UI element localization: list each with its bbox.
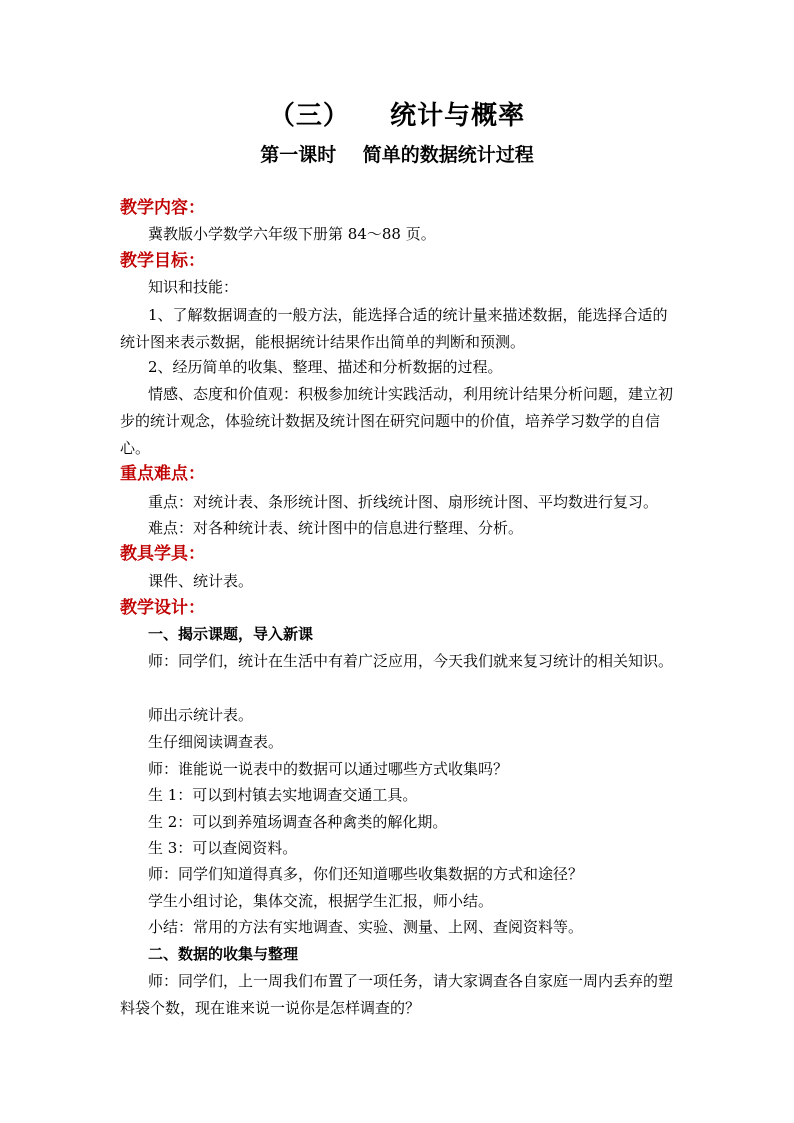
design-text-6: 生 2：可以到养殖场调查各种禽类的解化期。 — [148, 813, 448, 831]
design-text-5: 生 1：可以到村镇去实地调查交通工具。 — [148, 786, 418, 804]
lesson-subtitle: 第一课时 简单的数据统计过程 — [260, 144, 534, 166]
goals-intro: 知识和技能： — [148, 278, 239, 296]
design-text-7: 生 3：可以查阅资料。 — [148, 839, 298, 857]
section-heading-content: 教学内容： — [120, 198, 205, 218]
tools-text: 课件、统计表。 — [148, 572, 254, 590]
design-text-1: 师：同学们，统计在生活中有着广泛应用，今天我们就来复习统计的相关知识。 — [148, 652, 674, 670]
goals-paragraph-2: 2、经历简单的收集、整理、描述和分析数据的过程。 — [148, 358, 503, 376]
section-heading-key-points: 重点难点： — [120, 464, 205, 484]
design-text-10: 小结：常用的方法有实地调查、实验、测量、上网、查阅资料等。 — [148, 918, 584, 936]
design-text-4: 师：谁能说一说表中的数据可以通过哪些方式收集吗？ — [148, 760, 509, 778]
content-text: 冀教版小学数学六年级下册第 84～88 页。 — [148, 225, 436, 243]
design-text-2: 师出示统计表。 — [148, 706, 254, 724]
key-point-focus: 重点：对统计表、条形统计图、折线统计图、扇形统计图、平均数进行复习。 — [148, 493, 659, 511]
page-title: （三） 统计与概率 — [268, 101, 526, 131]
section-heading-tools: 教具学具： — [120, 544, 205, 564]
design-part2-title: 二、数据的收集与整理 — [148, 945, 299, 963]
section-heading-goals: 教学目标： — [120, 251, 205, 271]
key-point-difficulty: 难点：对各种统计表、统计图中的信息进行整理、分析。 — [148, 519, 524, 537]
design-text-9: 学生小组讨论，集体交流，根据学生汇报，师小结。 — [148, 892, 494, 910]
design-part1-title: 一、揭示课题，导入新课 — [148, 625, 314, 643]
goals-paragraph-1: 1、了解数据调查的一般方法，能选择合适的统计量来描述数据，能选择合适的统计图来表示数据，能根据统计结果作出简单的判断和预测。 — [120, 306, 668, 351]
design-text-8: 师：同学们知道得真多，你们还知道哪些收集数据的方式和途径？ — [148, 865, 584, 883]
design-text-11: 师：同学们，上一周我们布置了一项任务，请大家调查各自家庭一周内丢弃的塑料袋个数，现在谁来说一说你是怎样调查的？ — [120, 972, 674, 1017]
goals-paragraph-3: 情感、态度和价值观：积极参加统计实践活动，利用统计结果分析问题，建立初步的统计观念，体验统计数据及统计图在研究问题中的价值，培养学习数学的自信心。 — [120, 385, 674, 457]
design-text-3: 生仔细阅读调查表。 — [148, 733, 284, 751]
section-heading-design: 教学设计： — [120, 598, 205, 618]
